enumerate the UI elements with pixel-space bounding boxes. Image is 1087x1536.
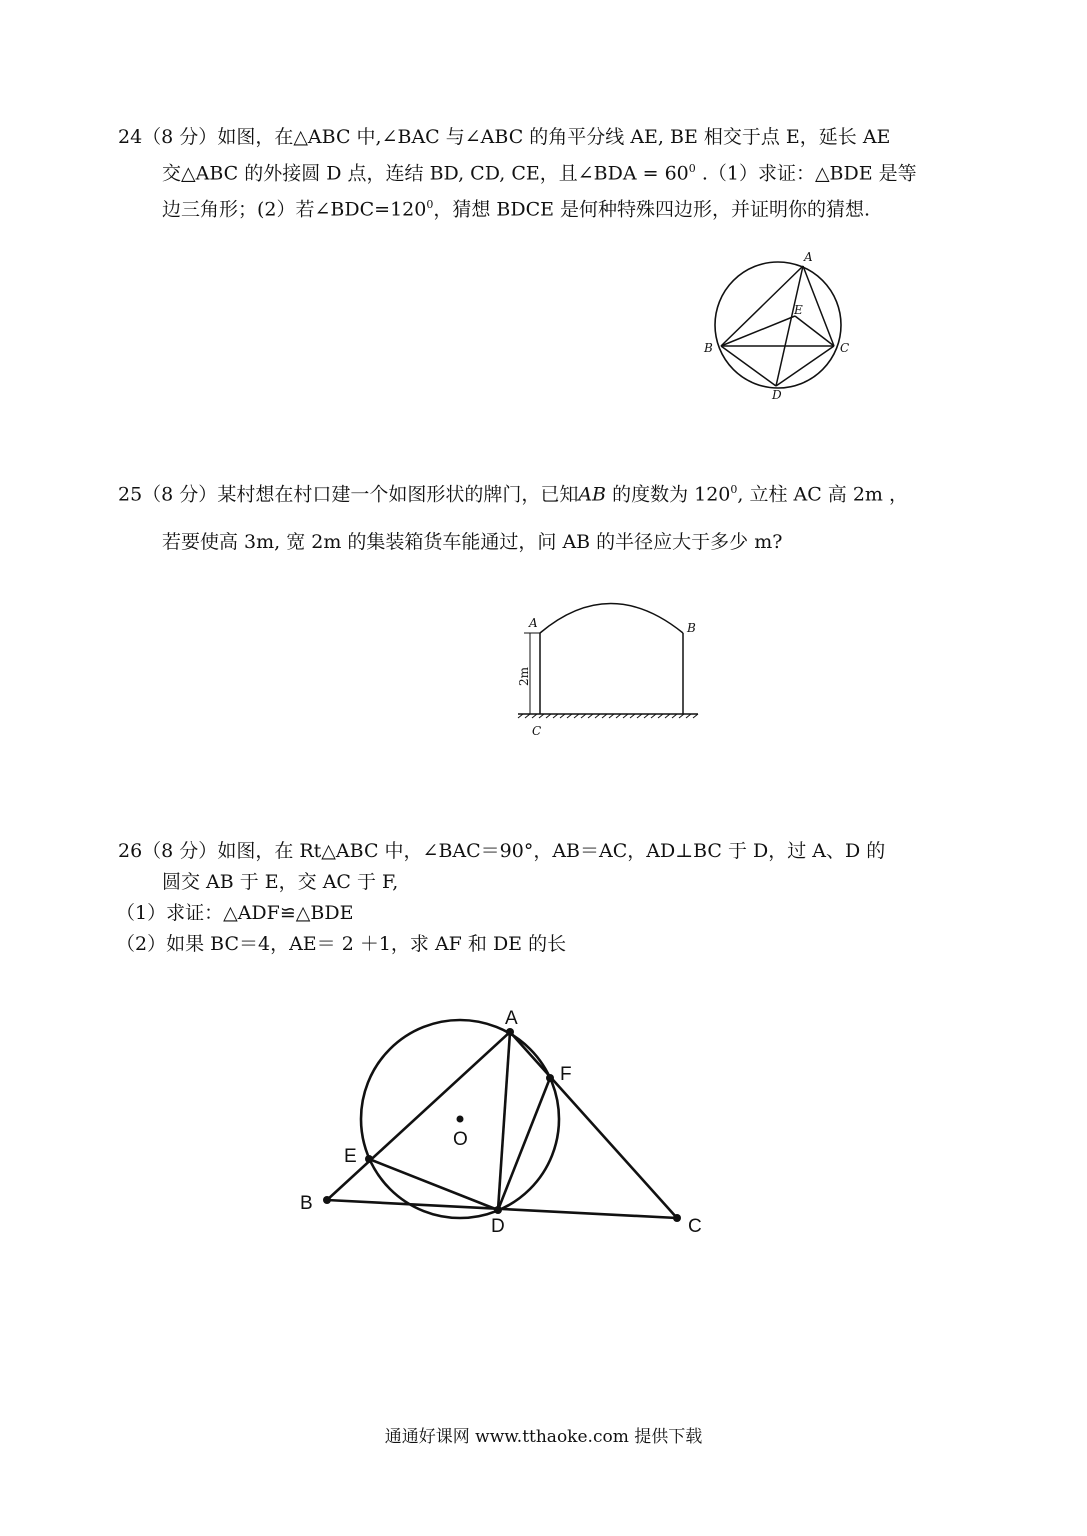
label-A: A	[505, 1008, 518, 1029]
q24-sup-2: 0	[426, 198, 434, 212]
q26-text-1: 如图，在 Rt△ABC 中，∠BAC＝90°，AB＝AC，AD⊥BC 于 D，过 A、D 的	[217, 840, 886, 862]
label-B: B	[687, 621, 696, 635]
circumcircle	[715, 262, 841, 388]
question-25	[118, 466, 978, 566]
q25-text-1b: 的度数为 120	[612, 483, 731, 506]
label-A: A	[804, 250, 813, 264]
q25-text-2: 若要使高 3m, 宽 2m 的集装箱货车能通过，问 AB 的半径应大于多少 m?	[162, 531, 783, 554]
q24-text-3a: 边三角形；(2）若∠BDC=120	[162, 198, 427, 221]
label-E: E	[344, 1146, 357, 1167]
q24-line-2	[118, 153, 978, 189]
figure-25	[510, 590, 710, 740]
points	[323, 1028, 681, 1222]
label-O: O	[453, 1129, 468, 1150]
q26-part-1: （1）求证：△ADF≌△BDE	[116, 902, 354, 924]
q24-text-2b: .（1）求证：△BDE 是等	[695, 162, 917, 185]
q25-sup: 0	[730, 483, 738, 496]
footer: 通通好课网 www.tthaoke.com 提供下载	[384, 1427, 703, 1447]
figure-26	[290, 1000, 720, 1250]
label-A: A	[529, 616, 538, 630]
figure-24	[690, 245, 870, 410]
height-label: 2m	[517, 666, 531, 686]
label-B: B	[300, 1193, 313, 1214]
label-C: C	[840, 341, 850, 355]
q25-text-1a: 某村想在村口建一个如图形状的牌门，已知	[217, 483, 579, 506]
question-24	[118, 122, 978, 226]
arch-arc	[540, 604, 683, 634]
q26-line-2	[118, 867, 978, 898]
label-D: D	[491, 1216, 505, 1237]
question-26	[118, 836, 978, 960]
triangle-lines	[721, 266, 834, 386]
q25-text-1c: , 立柱 AC 高 2m ，	[737, 483, 908, 506]
label-D: D	[772, 388, 782, 402]
label-C: C	[532, 724, 542, 738]
q26-number: 26（8 分）	[118, 840, 218, 862]
label-E: E	[794, 303, 803, 317]
q24-text-3b: ，猜想 BDCE 是何种特殊四边形，并证明你的猜想.	[433, 198, 871, 221]
q26-part-2: （2）如果 BC＝4，AE＝ 2 ＋1，求 AF 和 DE 的长	[116, 933, 567, 955]
label-F: F	[560, 1064, 572, 1085]
q24-number: 24（8 分）	[118, 126, 218, 148]
label-B: B	[704, 341, 713, 355]
q24-sup-1: 0	[688, 162, 696, 175]
q24-line-3	[118, 189, 978, 225]
q25-arc: AB	[578, 483, 607, 506]
q25-line-1	[118, 466, 978, 518]
q24-text-2a: 交△ABC 的外接圆 D 点，连结 BD, CD, CE，且∠BDA = 60	[162, 162, 689, 185]
q24-line-1	[118, 122, 978, 153]
q24-text-1: 如图，在△ABC 中,∠BAC 与∠ABC 的角平分线 AE, BE 相交于点 E，延长 AE	[217, 126, 891, 148]
q25-line-2	[118, 518, 978, 566]
q26-line-1	[118, 836, 978, 867]
q25-number: 25（8 分）	[118, 483, 218, 506]
label-C: C	[688, 1216, 702, 1237]
q26-text-2: 圆交 AB 于 E，交 AC 于 F,	[162, 871, 399, 893]
